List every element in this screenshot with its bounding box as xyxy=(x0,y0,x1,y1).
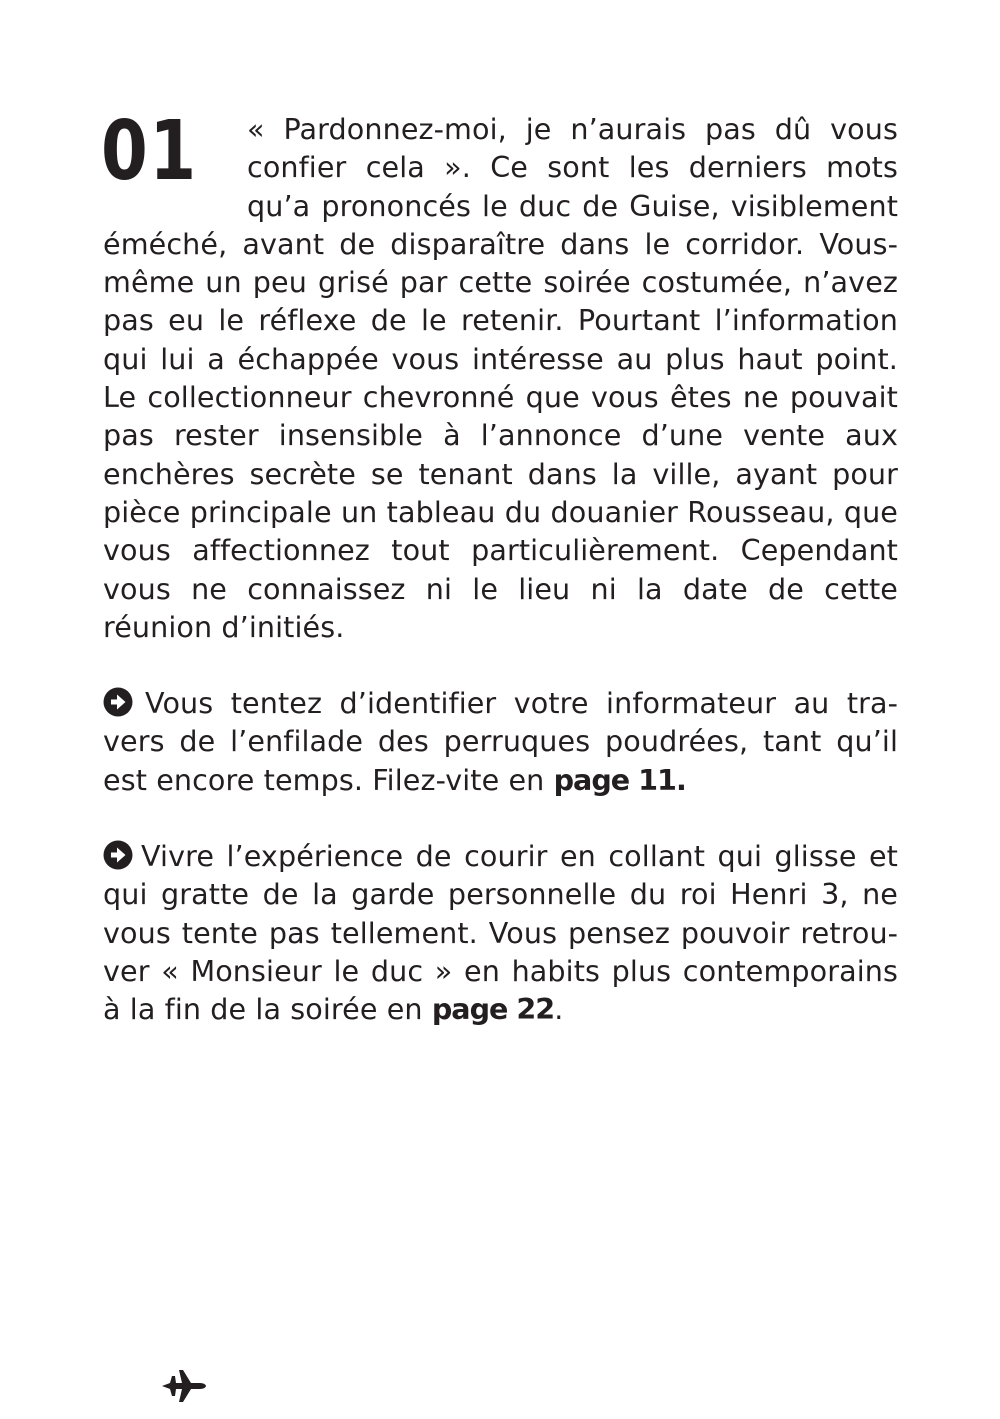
choice-1 xyxy=(103,684,898,799)
page-22-link[interactable]: page 22 xyxy=(431,992,555,1027)
choice-2 xyxy=(103,837,898,1028)
arrow-right-circle-icon xyxy=(103,687,133,717)
choice-2-text: Vivre l’expérience de courir en collant qui glisse et qui gratte de la garde personnelle du roi Henri 3, ne vous tente pas tellement. Vous pensez pouvoir retrouver « Monsieur le duc » en habits plus contemporains à la fin de la soirée en xyxy=(103,839,898,1027)
page-body xyxy=(101,104,898,1067)
intro-paragraph: « Pardonnez-moi, je n’aurais pas dû vous confier cela ». Ce sont les derniers mots qu’a prononcés le duc de Guise, visiblement éméché, avant de disparaître dans le corridor. Vous-même un peu grisé par cette soirée costumée, n’avez pas eu le réflexe de le retenir. Pourtant l’information qui lui a échappée vous intéresse au plus haut point. Le collectionneur chevronné que vous êtes ne pouvait pas rester insensible à l’annonce d’une vente aux enchères secrète se tenant dans la ville, ayant pour pièce principale un tableau du douanier Rousseau, que vous affectionnez tout particulièrement. Cependant vous ne connaissez ni le lieu ni la date de cette réunion d’initiés. xyxy=(103,112,898,644)
choice-2-after: . xyxy=(554,992,564,1027)
fighter-jet-icon xyxy=(160,1368,206,1404)
arrow-right-circle-icon xyxy=(103,840,133,870)
chapter-number: 01 xyxy=(101,104,198,199)
choice-1-text: Vous tentez d’identifier votre informateur au travers de l’enfilade des perruques poudrées, tant qu’il est encore temps. Filez-vite en xyxy=(103,686,898,797)
page-11-link[interactable]: page 11. xyxy=(553,762,686,797)
